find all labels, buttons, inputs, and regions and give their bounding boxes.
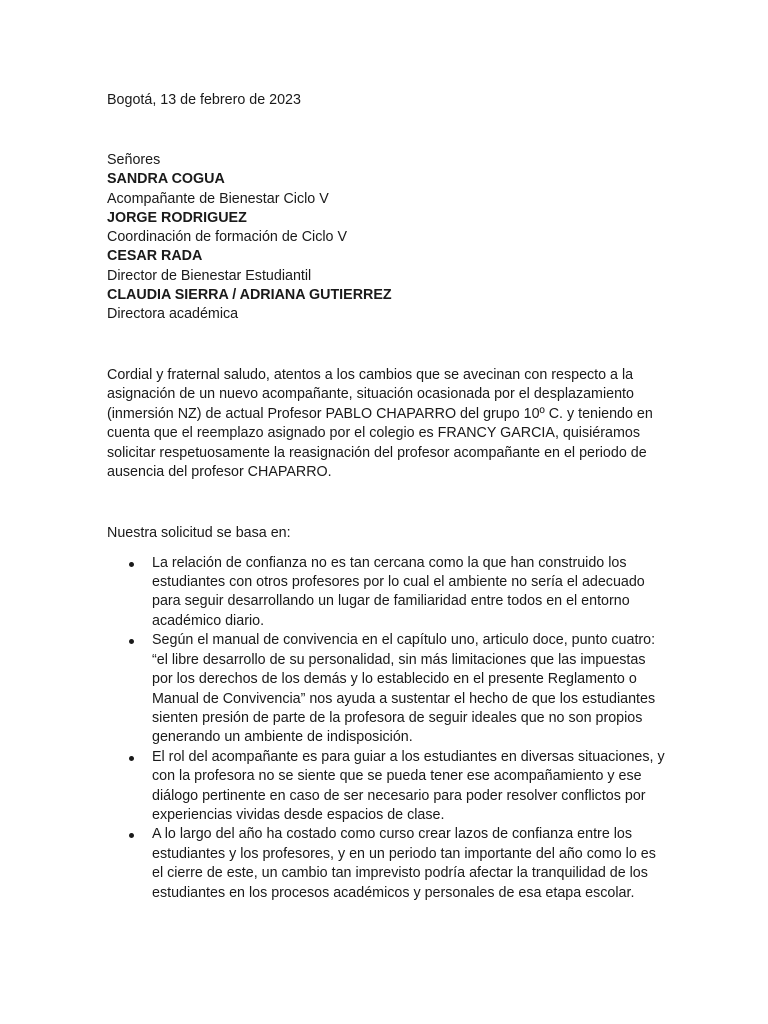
bullet-icon: [129, 562, 134, 567]
bullet-icon: [129, 756, 134, 761]
bullet-icon: [129, 639, 134, 644]
list-item-text: El rol del acompañante es para guiar a los estudiantes en diversas situaciones, y con la profesora no se siente que se pueda tener ese acompañamiento y ese diálogo pertinente en caso de ser necesario para poder resolver conflictos por experiencias vividas desde espacios de clase.: [152, 748, 665, 823]
salutation-to: Señores: [107, 152, 161, 168]
recipient-name: SANDRA COGUA: [107, 171, 225, 188]
list-item: [107, 631, 667, 747]
recipient-name: JORGE RODRIGUEZ: [107, 209, 247, 226]
list-item-text: La relación de confianza no es tan cercana como la que han construido los estudiantes con otros profesores por lo cual el ambiente no sería el adecuado para seguir desarrollando un lugar de familiaridad entre todos en el entorno académico diario.: [152, 554, 645, 629]
list-item: [107, 554, 667, 632]
recipient-role: Director de Bienestar Estudiantil: [107, 267, 312, 284]
recipient-role: Coordinación de formación de Ciclo V: [107, 229, 347, 246]
request-reasons-list: [107, 554, 667, 903]
request-intro: Nuestra solicitud se basa en:: [107, 524, 291, 541]
letter-date: Bogotá, 13 de febrero de 2023: [107, 92, 301, 108]
recipient-role: Directora académica: [107, 306, 239, 323]
letter-content: [107, 91, 667, 903]
recipient-name: CLAUDIA SIERRA / ADRIANA GUTIERREZ: [107, 287, 392, 304]
recipients-block: [107, 151, 667, 325]
list-item: [107, 748, 667, 826]
recipient-name: CESAR RADA: [107, 248, 203, 265]
bullet-icon: [129, 833, 134, 838]
list-item: [107, 825, 667, 903]
body-paragraph: Cordial y fraternal saludo, atentos a los cambios que se avecinan con respecto a la asignación de un nuevo acompañante, situación ocasionada por el desplazamiento (inmersión NZ) de actual Profesor PABLO CHAPARRO del grupo 10º C. y teniendo en cuenta que el reemplazo asignado por el colegio es FRANCY GARCIA, quisiéramos solicitar respetuosamente la reasignación del profesor acompañante en el periodo de ausencia del profesor CHAPARRO.: [107, 366, 653, 481]
list-item-text: A lo largo del año ha costado como curso crear lazos de confianza entre los estudiantes y los profesores, y en un periodo tan importante del año como lo es el cierre de este, un cambio tan imprevisto podría afectar la tranquilidad de los estudiantes en los procesos académicos y personales de esa etapa escolar.: [152, 826, 656, 901]
recipient-role: Acompañante de Bienestar Ciclo V: [107, 190, 329, 207]
list-item-text: Según el manual de convivencia en el capítulo uno, articulo doce, punto cuatro: “el libre desarrollo de su personalidad, sin más limitaciones que las impuestas por los derechos de los demás y lo establecido en el presente Reglamento o Manual de Convivencia” nos ayuda a sustentar el hecho de que los estudiantes sienten presión de parte de la profesora de seguir ideales que no son propios generando un ambiente de indisposición.: [152, 632, 656, 746]
